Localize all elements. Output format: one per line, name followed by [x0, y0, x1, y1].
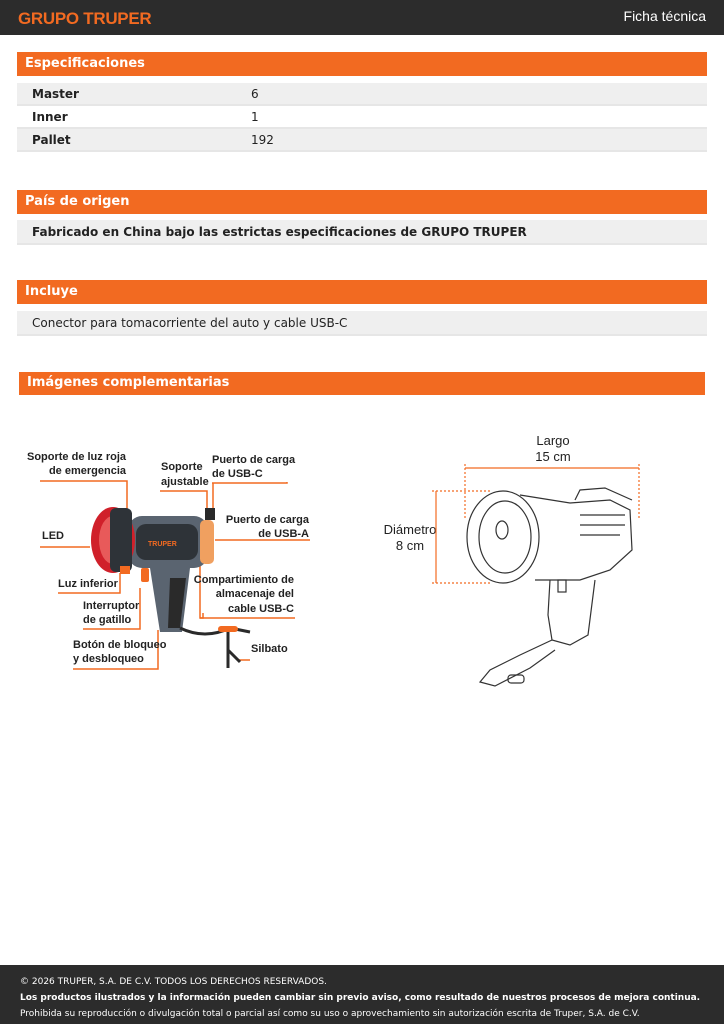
label-trigger-1: Interruptor	[83, 600, 140, 612]
includes-row	[17, 311, 707, 336]
spec-label: Pallet	[32, 133, 71, 147]
footer-copyright: © 2026 TRUPER, S.A. DE C.V. TODOS LOS DERECHOS RESERVADOS.	[20, 977, 327, 987]
diameter-value: 8 cm	[395, 538, 425, 553]
product-logo: TRUPER	[148, 541, 177, 548]
spec-row-pallet	[17, 129, 707, 152]
length-value: 15 cm	[535, 449, 571, 464]
images-header: Imágenes complementarias	[19, 372, 705, 395]
spec-row-inner	[17, 106, 707, 129]
spec-value: 192	[251, 133, 274, 147]
label-storage-2: almacenaje del	[215, 588, 294, 600]
footer-notice: Los productos ilustrados y la información pueden cambiar sin previo aviso, como resultado de nuestros procesos de mejora continua.	[20, 993, 701, 1003]
origin-header: País de origen	[17, 190, 707, 214]
includes-header: Incluye	[17, 280, 707, 304]
label-red-light-2: de emergencia	[48, 465, 126, 477]
label-lock-2: y desbloqueo	[73, 653, 144, 665]
top-bar	[0, 0, 724, 35]
origin-text: Fabricado en China bajo las estrictas especificaciones de GRUPO TRUPER	[32, 225, 527, 239]
label-red-light-1: Soporte de luz roja	[26, 451, 126, 463]
label-trigger-2: de gatillo	[83, 614, 132, 626]
spec-value: 6	[251, 87, 259, 101]
spec-value: 1	[251, 110, 259, 124]
label-usbc-port-2: de USB-C	[212, 468, 263, 480]
footer-legal: Prohibida su reproducción o divulgación total o parcial así como su uso o aprovechamiento sin autorización escrita de Truper, S.A. de C.V.	[20, 1009, 640, 1019]
label-storage-3: cable USB-C	[227, 603, 294, 615]
label-storage-1: Compartimiento de	[193, 574, 294, 586]
flashlight-outline	[467, 488, 632, 686]
label-led: LED	[42, 530, 64, 542]
origin-row	[17, 220, 707, 245]
diameter-label: Diámetro	[383, 522, 437, 537]
label-adjustable-1: Soporte	[161, 461, 203, 473]
length-label: Largo	[536, 433, 570, 448]
flashlight-dimensions-illustration	[370, 400, 670, 700]
spec-label: Master	[32, 87, 79, 101]
document-type: Ficha técnica	[623, 8, 706, 24]
label-whistle: Silbato	[251, 643, 288, 655]
dimension-lines	[432, 464, 639, 583]
label-usba-port-2: de USB-A	[258, 528, 309, 540]
spec-row-master	[17, 83, 707, 106]
includes-text: Conector para tomacorriente del auto y cable USB-C	[32, 316, 348, 330]
label-lower-light: Luz inferior	[58, 578, 118, 590]
label-lock-1: Botón de bloqueo	[73, 639, 167, 651]
label-usba-port-1: Puerto de carga	[225, 514, 309, 526]
brand-logo: GRUPO TRUPER	[18, 9, 152, 28]
spec-label: Inner	[32, 110, 68, 124]
footer	[0, 965, 724, 1024]
flashlight-annotated-illustration	[0, 400, 360, 700]
specs-header: Especificaciones	[17, 52, 707, 76]
label-usbc-port-1: Puerto de carga	[212, 454, 296, 466]
label-adjustable-2: ajustable	[161, 476, 209, 488]
